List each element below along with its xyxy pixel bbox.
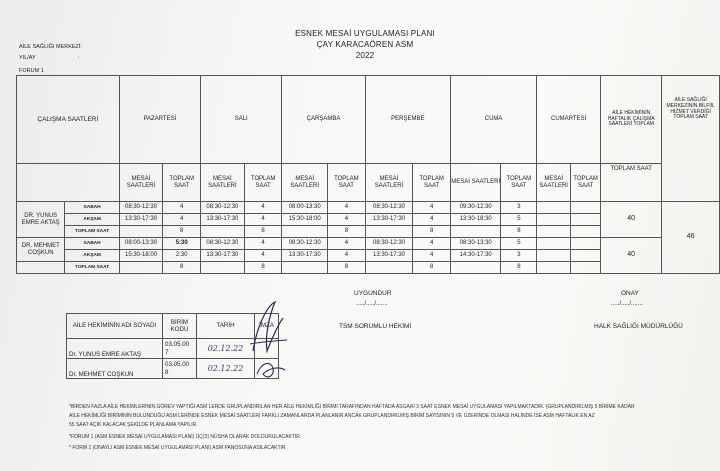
empty-cell (282, 226, 328, 238)
weekly-subheader: TOPLAM SAAT (601, 164, 662, 202)
day-header-saturday: CUMARTESİ (537, 76, 601, 164)
mesai-cell: 08:30-12:30 (201, 238, 245, 250)
mesai-cell: 08:30-12:30 (282, 238, 328, 250)
toplam-cell: 5 (501, 238, 537, 250)
center-total-header: AİLE SAĞLIĞI MERKEZİNİN BİLFİİL HİZMET VERDİĞİ TOPLAM SAAT (662, 76, 720, 202)
toplam-cell: 4 (328, 250, 366, 262)
subheader-mesai: MESAİ SAATLERİ (282, 164, 328, 202)
toplam-cell: 4 (244, 214, 282, 226)
sig-doctor-name: Dr. MEHMET COŞKUN (67, 359, 163, 379)
day-total-cell: 8 (163, 262, 201, 274)
empty-cell (450, 262, 501, 274)
day-total-cell: 8 (244, 262, 282, 274)
weekly-total-header: AİLE HEKİMİNİN HAFTALIK ÇALIŞMA SAATLERİ TOPLAM (601, 76, 662, 164)
subheader-mesai: MESAİ SAATLERİ (450, 164, 501, 202)
note-line: 55 SAAT AÇIK KALACAK ŞEKİLDE PLANLAMA YAPILIR. (69, 422, 198, 428)
doctor-name: DR. YUNUS EMRE AKTAŞ (17, 202, 65, 238)
toplam-cell: 4 (413, 214, 451, 226)
row-label-sabah: SABAH (65, 238, 119, 250)
mesai-cell: 14:30-17:30 (450, 250, 501, 262)
table-row (17, 238, 720, 250)
weekly-total-value: 40 (601, 238, 662, 274)
empty-cell (365, 226, 413, 238)
subheader-toplam: TOPLAM SAAT (328, 164, 366, 202)
row-label-sabah: SABAH (65, 202, 119, 214)
toplam-cell: 3 (501, 202, 537, 214)
day-total-cell: 8 (244, 226, 282, 238)
onay-label: ONAY (621, 290, 639, 297)
toplam-cell: 4 (244, 238, 282, 250)
mesai-cell: 08:30-12:30 (365, 238, 413, 250)
subheader-mesai: MESAİ SAATLERİ (365, 164, 413, 202)
toplam-cell: 4 (413, 238, 451, 250)
toplam-cell: 5:30 (163, 238, 201, 250)
empty-cell (537, 226, 571, 238)
row-label-toplam: TOPLAM SAAT (65, 262, 119, 274)
uygundur-label: UYGUNDUR (354, 290, 392, 297)
sig-doctor-name: Dr. YUNUS EMRE AKTAŞ (67, 339, 163, 359)
asm-label: AİLE SAĞLIĞI MERKEZİ: (19, 44, 82, 50)
mesai-cell (537, 202, 571, 214)
mesai-cell: 15:30-18:00 (282, 214, 328, 226)
day-total-cell (571, 262, 601, 274)
toplam-cell: 4 (413, 250, 451, 262)
row-label-aksam: AKŞAM (65, 214, 119, 226)
doctor-name: DR. MEHMET COŞKUN (17, 238, 65, 262)
subheader-mesai: MESAİ SAATLERİ (201, 164, 245, 202)
sig-date: 02.12.22 (197, 359, 255, 379)
mesai-cell: 09:30-12:30 (450, 202, 501, 214)
doc-year: 2022 (355, 51, 375, 60)
year-month-label: YIL/AY (19, 55, 36, 61)
mesai-cell: 13:30-17:30 (365, 214, 413, 226)
empty-cell (201, 226, 245, 238)
mesai-cell: 13:30-17:30 (282, 250, 328, 262)
subheader-toplam: TOPLAM SAAT (501, 164, 537, 202)
day-total-cell (571, 226, 601, 238)
asm-name: ÇAY KARACAÖREN ASM (316, 40, 414, 49)
day-header-thursday: PERŞEMBE (365, 76, 450, 164)
day-total-cell: 8 (328, 262, 366, 274)
day-total-cell: 8 (163, 226, 201, 238)
subheader-toplam: TOPLAM SAAT (163, 164, 201, 202)
subheader-mesai: MESAİ SAATLERİ (119, 164, 163, 202)
hsm-label: HALK SAĞLIĞI MÜDÜRLÜĞÜ (594, 323, 683, 330)
day-total-cell: 8 (328, 226, 366, 238)
mesai-cell: 08:00-13:30 (119, 238, 163, 250)
empty-cell (282, 262, 328, 274)
toplam-cell: 3 (501, 250, 537, 262)
toplam-cell: 4 (328, 202, 366, 214)
sig-header-birim: BİRİM KODU (163, 314, 197, 339)
mesai-cell: 13:30-18:30 (450, 214, 501, 226)
note-line: * FORM 1 (ONAYLI ASM ESNEK MESAİ UYGULAMASI PLANI) ASM PANOSUNA ASILACAKTIR (69, 445, 286, 451)
mesai-cell: 13:30-17:30 (365, 250, 413, 262)
day-header-tuesday: SALI (201, 76, 282, 164)
empty-cell (201, 262, 245, 274)
mesai-cell: 08:30-13:30 (450, 238, 501, 250)
row-label-aksam: AKŞAM (65, 250, 119, 262)
toplam-cell: 4 (244, 202, 282, 214)
toplam-cell (571, 238, 601, 250)
mesai-cell: 08:00-13:30 (282, 202, 328, 214)
day-total-cell: 8 (501, 262, 537, 274)
center-total-value: 46 (662, 202, 720, 274)
mesai-cell: 13:30-17:30 (201, 214, 245, 226)
note-line: *FORUM 1 (ASM ESNEK MESAİ UYGULAMASI PLANI) ÜÇ(3) NÜSHA OLARAK DOLDURULACAKTIR (69, 434, 300, 440)
day-total-cell: 8 (413, 226, 451, 238)
toplam-cell: 5 (501, 214, 537, 226)
forum-label: FORUM 1 (19, 68, 44, 74)
calisma-saatleri-header: ÇALIŞMA SAATLERİ (17, 76, 120, 164)
empty-cell (119, 262, 163, 274)
mesai-cell (537, 238, 571, 250)
weekly-total-value: 40 (601, 202, 662, 238)
toplam-cell: 4 (244, 250, 282, 262)
toplam-cell: 4 (163, 214, 201, 226)
subheader-mesai: MESAİ SAATLERİ (537, 164, 571, 202)
day-header-wednesday: ÇARŞAMBA (282, 76, 365, 164)
sig-header-tarih: TARİH (197, 314, 255, 339)
mesai-cell (537, 250, 571, 262)
day-total-cell: 8 (413, 262, 451, 274)
mesai-cell: 08:30-12:30 (119, 202, 163, 214)
doc-title: ESNEK MESAİ UYGULAMASI PLANI (295, 29, 435, 38)
toplam-cell (571, 250, 601, 262)
mesai-cell: 13:30-17:30 (201, 250, 245, 262)
mesai-cell: 15:30-18:00 (119, 250, 163, 262)
signature-scribble (245, 296, 290, 386)
mesai-cell (537, 214, 571, 226)
mesai-cell: 08:30-12:30 (365, 202, 413, 214)
sig-birim-code: 03.05.00 8 (163, 359, 197, 379)
toplam-cell: 4 (163, 202, 201, 214)
sig-date: 02.12.22 (197, 339, 255, 359)
toplam-cell (571, 202, 601, 214)
empty-cell (450, 226, 501, 238)
table-row (17, 202, 720, 214)
note-line: AİLE HEKİMLİĞİ BİRİMİNİN BULUNDUĞU ASM LERİNDE ESNEK MESAİ SAATLERİ FARKLI ZAMANLARDA PLANLANIR ANCAK GRUPLANDIRILMIŞ BİRİM SAYISININ 5 VE ÜZERİNDE OLMASI HALİNDE İSE ASM HAFTALIK EN AZ (69, 413, 595, 419)
subheader-spacer (17, 164, 120, 202)
schedule-table (16, 75, 720, 274)
day-header-friday: CUMA (450, 76, 536, 164)
sig-header-name: AİLE HEKİMİNİN ADI SOYADI (67, 314, 163, 339)
mesai-cell: 13:30-17:30 (119, 214, 163, 226)
empty-cell (537, 262, 571, 274)
tsm-label: TSM SORUMLU HEKİMİ (339, 323, 412, 330)
toplam-cell: 4 (328, 238, 366, 250)
subheader-toplam: TOPLAM SAAT (571, 164, 601, 202)
sig-header-imza: İMZA (255, 314, 279, 339)
empty-cell (365, 262, 413, 274)
year-month-colon: : (78, 55, 80, 61)
empty-cell (119, 226, 163, 238)
uygundur-date: ...../...../....... (356, 301, 388, 307)
toplam-cell (571, 214, 601, 226)
mesai-cell: 08:30-12:30 (201, 202, 245, 214)
sig-birim-code: 03.05.00 7 (163, 339, 197, 359)
toplam-cell: 2:30 (163, 250, 201, 262)
subheader-toplam: TOPLAM SAAT (413, 164, 451, 202)
empty-cell (17, 262, 65, 274)
toplam-cell: 4 (413, 202, 451, 214)
day-header-monday: PAZARTESİ (119, 76, 200, 164)
day-total-cell: 8 (501, 226, 537, 238)
subheader-toplam: TOPLAM SAAT (244, 164, 282, 202)
note-line: *BİRDEN FAZLA AİLE HEKİMLERİNİN GÖREV YAPTIĞI ASM LERDE GRUPLANDIRILAN HER AİLE HEKİMLİĞİ BİRİMİ TARAFINDAN HAFTADA ASGARİ 3 SAAT ESNEK MESAİ UYGULAMASI YAPILMAKTADIR. (GRUPLANDIRILMIŞ 5 BİRİME KADAR (69, 404, 635, 410)
row-label-toplam: TOPLAM SAAT (65, 226, 119, 238)
toplam-cell: 4 (328, 214, 366, 226)
onay-date: ...../...../....... (611, 301, 643, 307)
